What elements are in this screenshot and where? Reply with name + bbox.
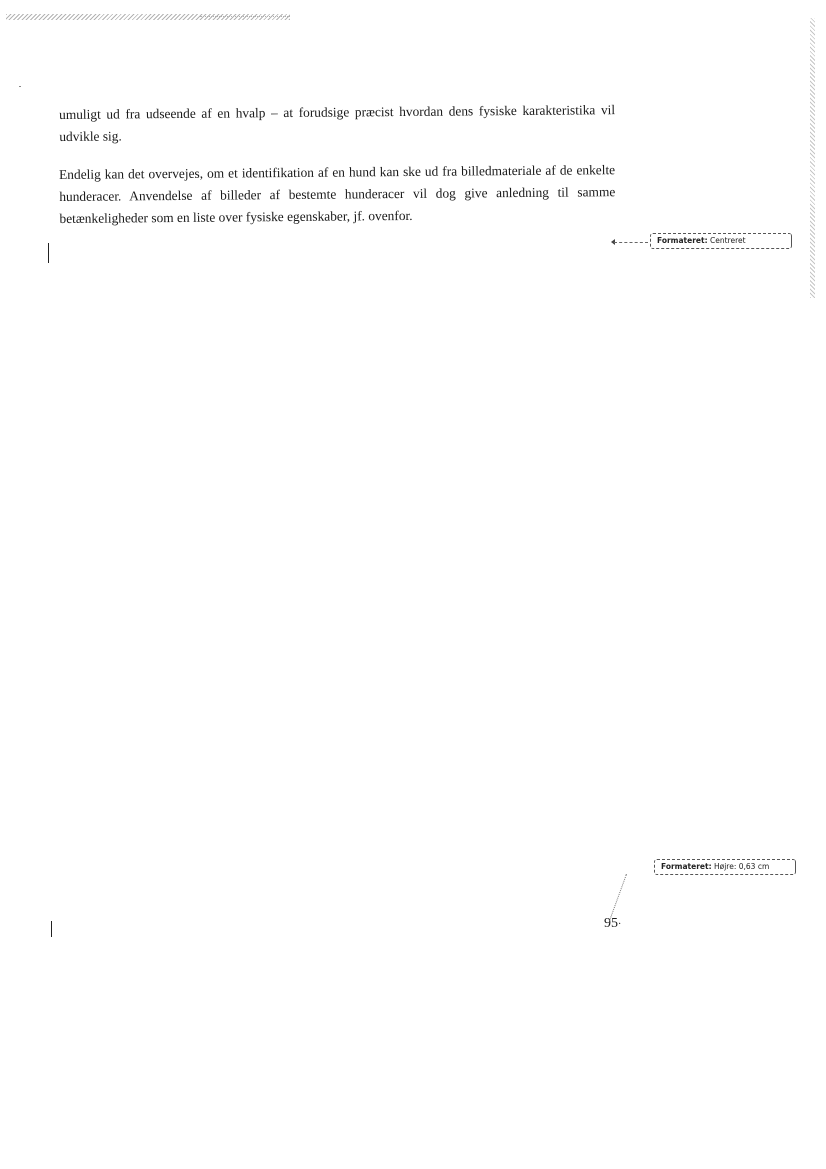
comment-label: Formateret: — [661, 862, 712, 871]
comment-value: Centreret — [709, 236, 746, 245]
body-paragraph-1[interactable]: umuligt ud fra udseende af en hvalp – at forudsige præcist hvordan dens fysiske karakteristika vil udvikle sig. — [59, 102, 616, 144]
comment-value: Højre: 0,63 cm — [713, 862, 770, 871]
format-comment-balloon[interactable] — [650, 233, 792, 249]
page-number — [604, 916, 621, 933]
paragraph-mark: · — [618, 919, 622, 930]
comment-label: Formateret: — [657, 236, 708, 245]
text-cursor — [51, 921, 52, 937]
body-paragraph-2[interactable]: Endelig kan det overvejes, om et identifikation af en hund kan ske ud fra billedmateriale af de enkelte hunderacer. Anvendelse af billeder af bestemte hunderacer vil dog give anledning til samme betænkeligheder som en liste over fysiske egenskaber, jf. ovenfor. — [59, 162, 616, 226]
text-cursor — [48, 243, 49, 263]
scan-speck — [19, 86, 21, 87]
format-comment-balloon[interactable] — [654, 859, 796, 875]
comment-leader-line — [614, 242, 648, 243]
scan-edge-right — [810, 18, 815, 298]
scan-edge-dots — [200, 16, 290, 18]
page-number-value: 95 — [604, 916, 618, 931]
